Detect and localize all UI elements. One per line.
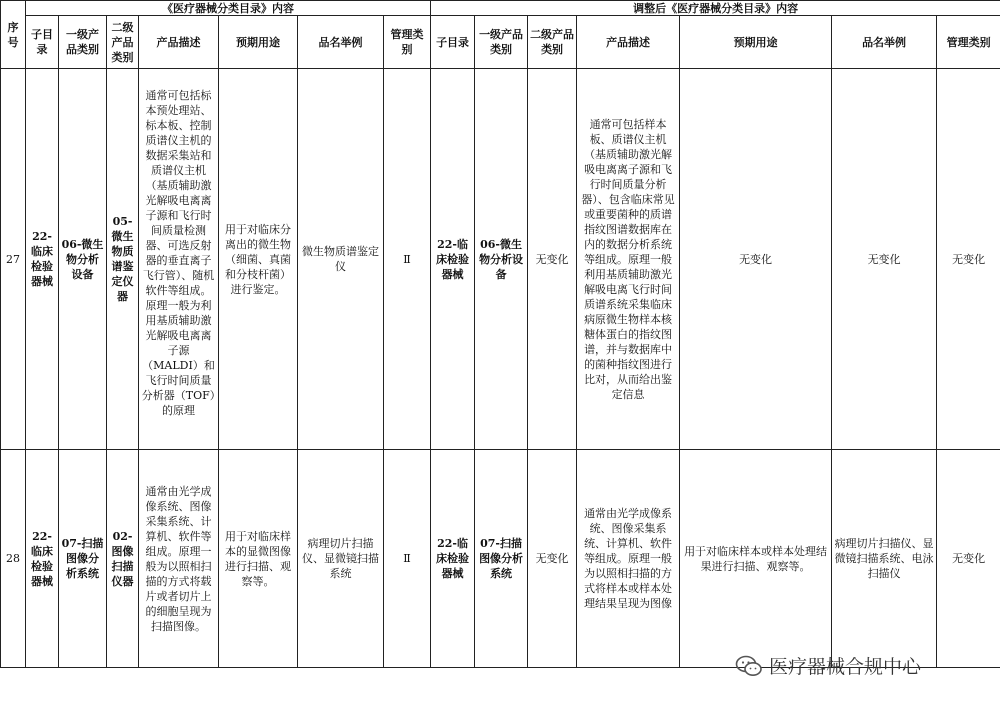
row-new-mgmt: 无变化 <box>937 69 1000 450</box>
row-seq: 28 <box>1 450 26 668</box>
row-level2: 05-微生物质谱鉴定仪器 <box>107 69 139 450</box>
row-new-level1: 07-扫描图像分析系统 <box>475 450 528 668</box>
header-intended-use: 预期用途 <box>219 16 298 69</box>
row-new-level2: 无变化 <box>528 69 577 450</box>
row-new-examples: 无变化 <box>832 69 937 450</box>
row-new-intended-use: 无变化 <box>680 69 832 450</box>
section-new-title: 调整后《医疗器械分类目录》内容 <box>431 1 1000 16</box>
row-new-intended-use: 用于对临床样本或样本处理结果进行扫描、观察等。 <box>680 450 832 668</box>
wechat-icon <box>735 655 763 677</box>
header-level2: 二级产品类别 <box>107 16 139 69</box>
section-header-row <box>1 1 1000 16</box>
row-level2: 02-图像扫描仪器 <box>107 450 139 668</box>
row-desc: 通常由光学成像系统、图像采集系统、计算机、软件等组成。原理一般为以照相扫描的方式将载片或者切片上的细胞呈现为扫描图像。 <box>139 450 219 668</box>
table-row <box>1 450 1000 668</box>
row-intended-use: 用于对临床分离出的微生物（细菌、真菌和分枝杆菌）进行鉴定。 <box>219 69 298 450</box>
header-new-examples: 品名举例 <box>832 16 937 69</box>
header-new-desc: 产品描述 <box>577 16 680 69</box>
row-new-examples: 病理切片扫描仪、显微镜扫描系统、电泳扫描仪 <box>832 450 937 668</box>
section-old-title: 《医疗器械分类目录》内容 <box>26 1 431 16</box>
row-mgmt: Ⅱ <box>384 450 431 668</box>
header-new-intended-use: 预期用途 <box>680 16 832 69</box>
header-seq: 序号 <box>1 1 26 69</box>
row-examples: 病理切片扫描仪、显微镜扫描系统 <box>298 450 384 668</box>
row-mgmt: Ⅱ <box>384 69 431 450</box>
row-new-mgmt: 无变化 <box>937 450 1000 668</box>
column-header-row <box>1 16 1000 69</box>
watermark <box>735 652 921 679</box>
row-sub-catalog: 22-临床检验器械 <box>26 69 59 450</box>
row-examples: 微生物质谱鉴定仪 <box>298 69 384 450</box>
row-intended-use: 用于对临床样本的显微图像进行扫描、观察等。 <box>219 450 298 668</box>
row-sub-catalog: 22-临床检验器械 <box>26 450 59 668</box>
header-level1: 一级产品类别 <box>59 16 107 69</box>
header-new-mgmt: 管理类别 <box>937 16 1000 69</box>
row-desc-cell <box>139 69 219 450</box>
row-new-level1: 06-微生物分析设备 <box>475 69 528 450</box>
row-new-desc: 通常由光学成像系统、图像采集系统、计算机、软件等组成。原理一般为以照相扫描的方式将样本或样本处理结果呈现为图像 <box>577 450 680 668</box>
header-new-level1: 一级产品类别 <box>475 16 528 69</box>
row-new-desc: 通常可包括样本板、质谱仪主机（基质辅助激光解吸电离离子源和飞行时间质量分析器）、包含临床常见或重要菌种的质谱指纹图谱数据库在内的数据分析系统等组成。原理一般利用基质辅助激光解吸电离飞行时间质谱系统采集临床病原微生物样本核糖体蛋白的指纹图谱，并与数据库中的菌种指纹图进行比对，从而给出鉴定信息 <box>577 69 680 450</box>
header-sub-catalog: 子目录 <box>26 16 59 69</box>
watermark-text: 医疗器械合规中心 <box>769 656 922 678</box>
header-examples: 品名举例 <box>298 16 384 69</box>
header-new-level2: 二级产品类别 <box>528 16 577 69</box>
row-seq: 27 <box>1 69 26 450</box>
row-new-level2: 无变化 <box>528 450 577 668</box>
row-level1: 06-微生物分析设备 <box>59 69 107 450</box>
row-desc: 通常可包括标本预处理站、标本板、控制质谱仪主机的数据采集站和质谱仪主机（基质辅助激光解吸电离离子源和飞行时间质量检测器、可选反射器的垂直离子飞行管）、随机软件等组成。原理一般为利用基质辅助激光解吸电离离子源（MALDI）和飞行时间质量分析器（TOF）的原理 <box>141 89 216 417</box>
table-row <box>1 69 1000 450</box>
header-desc: 产品描述 <box>139 16 219 69</box>
row-level1: 07-扫描图像分析系统 <box>59 450 107 668</box>
row-new-sub-catalog: 22-临床检验器械 <box>431 69 475 450</box>
row-new-sub-catalog: 22-临床检验器械 <box>431 450 475 668</box>
header-mgmt: 管理类别 <box>384 16 431 69</box>
header-new-sub-catalog: 子目录 <box>431 16 475 69</box>
